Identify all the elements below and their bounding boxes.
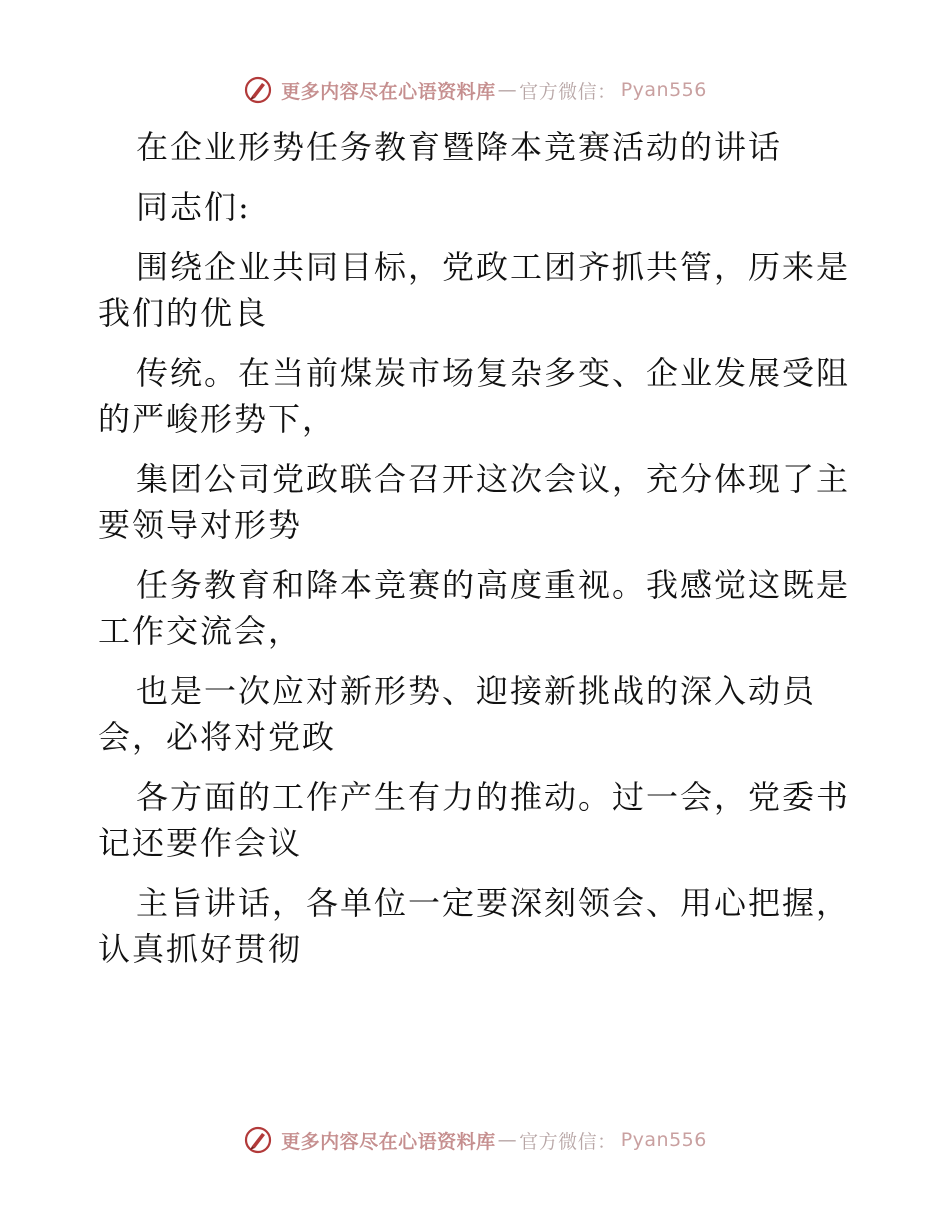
paragraph-line: 围绕企业共同目标，党政工团齐抓共管，历来是	[136, 248, 851, 286]
paragraph-line: 任务教育和降本竞赛的高度重视。我感觉这既是	[136, 566, 851, 604]
watermark-id: Pyan556	[620, 1129, 707, 1151]
quill-pen-logo-icon	[243, 75, 273, 105]
paragraph-line: 也是一次应对新形势、迎接新挑战的深入动员	[136, 672, 817, 710]
paragraph-line: 传统。在当前煤炭市场复杂多变、企业发展受阻	[136, 354, 851, 392]
document-body	[98, 124, 858, 972]
footer-watermark	[0, 1120, 950, 1160]
header-watermark	[0, 70, 950, 110]
document-salutation: 同志们:	[136, 188, 251, 226]
paragraph-line: 会，必将对党政	[98, 718, 337, 756]
paragraph-line: 各方面的工作产生有力的推动。过一会，党委书	[136, 778, 851, 816]
paragraph-line: 主旨讲话，各单位一定要深刻领会、用心把握，	[136, 884, 851, 922]
paragraph-line: 要领导对形势	[98, 506, 303, 544]
paragraph-line: 记还要作会议	[98, 824, 303, 862]
paragraph-line: 认真抓好贯彻	[98, 930, 303, 968]
paragraph-line: 集团公司党政联合召开这次会议，充分体现了主	[136, 460, 851, 498]
watermark-label: 官方微信：	[519, 1130, 617, 1153]
quill-pen-logo-icon	[243, 1125, 273, 1155]
paragraph-line: 的严峻形势下，	[98, 400, 337, 438]
watermark-dash: —	[497, 79, 518, 101]
paragraph-line: 工作交流会，	[98, 612, 303, 650]
watermark-main-text: 更多内容尽在心语资料库	[281, 1130, 496, 1153]
watermark-id: Pyan556	[620, 79, 707, 101]
document-title: 在企业形势任务教育暨降本竞赛活动的讲话	[136, 128, 783, 166]
watermark-main-text: 更多内容尽在心语资料库	[281, 80, 496, 103]
watermark-label: 官方微信：	[519, 80, 617, 103]
paragraph-line: 我们的优良	[98, 294, 269, 332]
watermark-dash: —	[497, 1129, 518, 1151]
